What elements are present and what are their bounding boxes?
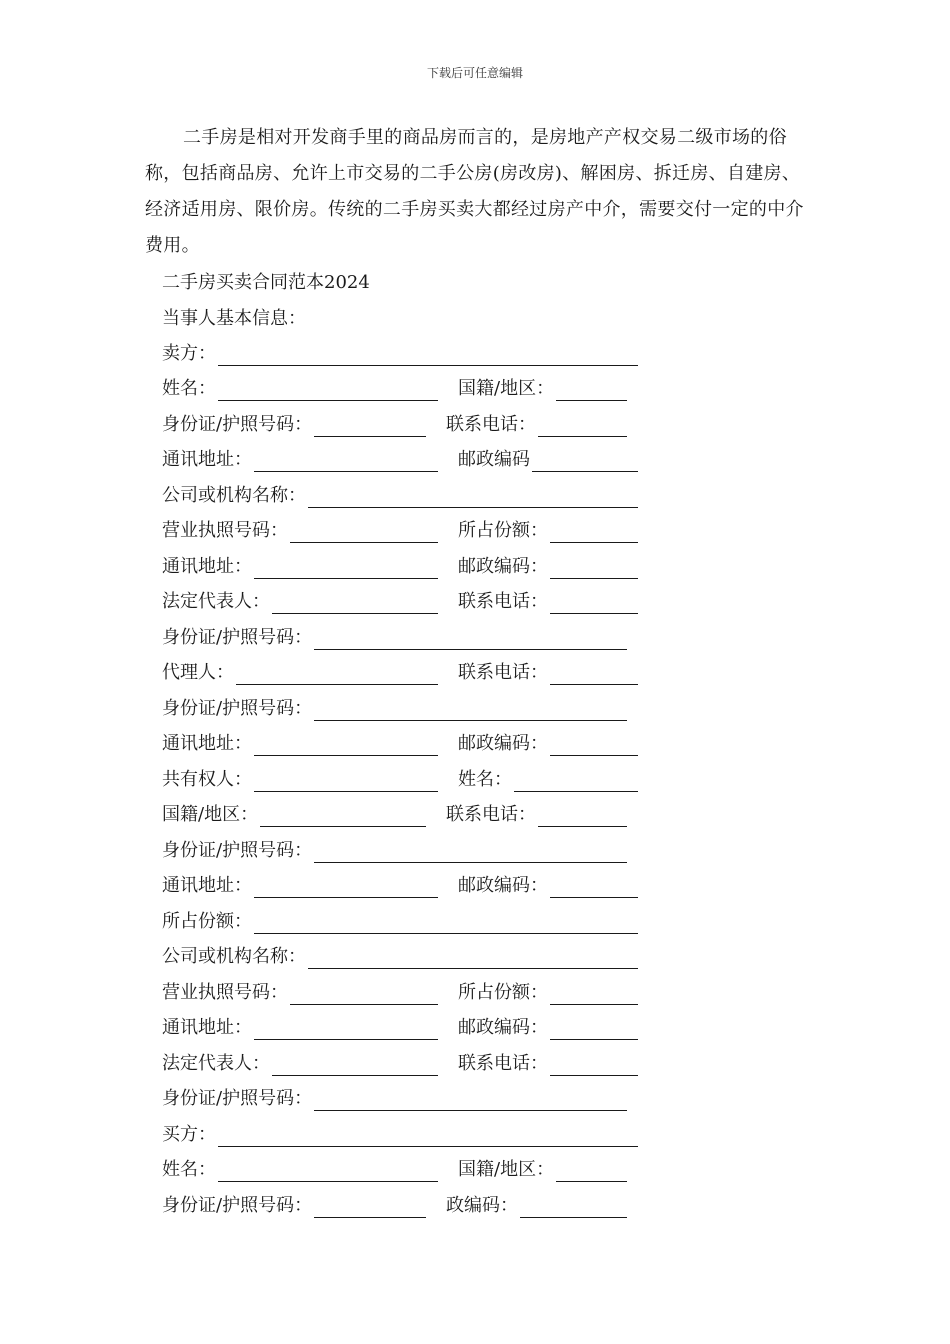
field-label: 通讯地址： [162, 556, 252, 577]
form-field-row [446, 803, 627, 827]
field-label: 联系电话： [458, 662, 548, 683]
fill-in-blank[interactable] [314, 1199, 426, 1218]
form-field-row [162, 448, 438, 472]
field-label: 买方： [162, 1124, 216, 1145]
fill-in-blank[interactable] [556, 1163, 627, 1182]
fill-in-blank[interactable] [290, 524, 438, 543]
form-field-row [162, 732, 438, 756]
field-label: 邮政编码： [458, 875, 548, 896]
form-field-row [162, 1052, 438, 1076]
field-label: 身份证/护照号码： [162, 840, 313, 861]
field-label: 身份证/护照号码： [162, 414, 313, 435]
contract-title: 二手房买卖合同范本2024 [162, 272, 370, 293]
fill-in-blank[interactable] [254, 915, 638, 934]
fill-in-blank[interactable] [538, 418, 627, 437]
field-label: 所占份额： [458, 520, 548, 541]
form-field-row [446, 1194, 627, 1218]
fill-in-blank[interactable] [550, 1057, 638, 1076]
form-field-row [162, 874, 438, 898]
field-label: 公司或机构名称： [162, 946, 306, 967]
field-label: 身份证/护照号码： [162, 1195, 313, 1216]
field-label: 卖方： [162, 343, 216, 364]
form-field-row [458, 981, 638, 1005]
fill-in-blank[interactable] [550, 666, 638, 685]
field-label: 所占份额： [162, 911, 252, 932]
form-field-row [162, 768, 438, 792]
form-field-row [162, 945, 638, 969]
form-field-row [162, 1016, 438, 1040]
form-field-row [162, 626, 627, 650]
field-label: 通讯地址： [162, 449, 252, 470]
form-field-row [458, 519, 638, 543]
form-field-row [162, 377, 438, 401]
fill-in-blank[interactable] [218, 1128, 638, 1147]
form-field-row [458, 448, 638, 472]
field-label: 营业执照号码： [162, 520, 288, 541]
field-label: 邮政编码： [458, 733, 548, 754]
fill-in-blank[interactable] [532, 453, 638, 472]
form-field-row [162, 697, 627, 721]
field-label: 邮政编码 [458, 449, 530, 470]
form-field-row [458, 768, 638, 792]
field-label: 身份证/护照号码： [162, 1088, 313, 1109]
fill-in-blank[interactable] [314, 418, 426, 437]
fill-in-blank[interactable] [520, 1199, 627, 1218]
fill-in-blank[interactable] [314, 702, 627, 721]
field-label: 法定代表人： [162, 1053, 270, 1074]
field-label: 姓名： [458, 769, 512, 790]
fill-in-blank[interactable] [550, 986, 638, 1005]
intro-paragraph: 二手房是相对开发商手里的商品房而言的，是房地产产权交易二级市场的俗称，包括商品房、允许上市交易的二手公房(房改房)、解困房、拆迁房、自建房、经济适用房、限价房。传统的二手房买卖大都经过房产中介，需要交付一定的中介费用。 [145, 127, 804, 256]
form-field-row [162, 342, 638, 366]
fill-in-blank[interactable] [314, 1092, 627, 1111]
field-label: 代理人： [162, 662, 234, 683]
field-label: 公司或机构名称： [162, 485, 306, 506]
form-field-row [162, 1194, 426, 1218]
field-label: 所占份额： [458, 982, 548, 1003]
form-field-row [458, 590, 638, 614]
form-field-row [162, 661, 438, 685]
page-header: 下载后可任意编辑 [426, 66, 523, 80]
fill-in-blank[interactable] [538, 808, 627, 827]
field-label: 身份证/护照号码： [162, 698, 313, 719]
form-field-row [162, 1158, 438, 1182]
form-field-row [446, 413, 627, 437]
field-label: 邮政编码： [458, 1017, 548, 1038]
field-label: 联系电话： [458, 591, 548, 612]
fill-in-blank[interactable] [308, 950, 638, 969]
fill-in-blank[interactable] [514, 773, 638, 792]
field-label: 通讯地址： [162, 875, 252, 896]
field-label: 国籍/地区： [162, 804, 259, 825]
fill-in-blank[interactable] [218, 382, 438, 401]
field-label: 通讯地址： [162, 1017, 252, 1038]
fill-in-blank[interactable] [550, 737, 638, 756]
form-field-row [162, 803, 426, 827]
field-label: 邮政编码： [458, 556, 548, 577]
field-label: 联系电话： [446, 804, 536, 825]
field-label: 姓名： [162, 1159, 216, 1180]
fill-in-blank[interactable] [236, 666, 438, 685]
form-field-row [458, 1052, 638, 1076]
form-field-row [458, 874, 638, 898]
fill-in-blank[interactable] [308, 489, 638, 508]
field-label: 通讯地址： [162, 733, 252, 754]
field-label: 姓名： [162, 378, 216, 399]
fill-in-blank[interactable] [254, 773, 438, 792]
fill-in-blank[interactable] [254, 879, 438, 898]
fill-in-blank[interactable] [254, 1021, 438, 1040]
field-label: 营业执照号码： [162, 982, 288, 1003]
form-field-row [458, 377, 627, 401]
fill-in-blank[interactable] [260, 808, 426, 827]
form-field-row [162, 590, 438, 614]
form-field-row [162, 910, 638, 934]
fill-in-blank[interactable] [550, 524, 638, 543]
form-field-row [458, 1016, 638, 1040]
fill-in-blank[interactable] [254, 737, 438, 756]
fill-in-blank[interactable] [550, 560, 638, 579]
form-field-row [458, 555, 638, 579]
fill-in-blank[interactable] [272, 595, 438, 614]
fill-in-blank[interactable] [550, 1021, 638, 1040]
form-field-row [162, 1087, 627, 1111]
form-field-row [458, 1158, 627, 1182]
fill-in-blank[interactable] [556, 382, 627, 401]
form-field-row [458, 661, 638, 685]
field-label: 共有权人： [162, 769, 252, 790]
fill-in-blank[interactable] [314, 631, 627, 650]
field-label: 法定代表人： [162, 591, 270, 612]
form-field-row [162, 484, 638, 508]
form-field-row [162, 1123, 638, 1147]
field-label: 国籍/地区： [458, 378, 555, 399]
form-field-row [162, 555, 438, 579]
field-label: 联系电话： [446, 414, 536, 435]
form-field-row [162, 519, 438, 543]
form-field-row [162, 413, 426, 437]
section-subtitle: 当事人基本信息： [162, 308, 306, 329]
fill-in-blank[interactable] [550, 595, 638, 614]
form-field-row [162, 981, 438, 1005]
form-field-row [458, 732, 638, 756]
form-field-row [162, 839, 627, 863]
fill-in-blank[interactable] [218, 1163, 438, 1182]
field-label: 联系电话： [458, 1053, 548, 1074]
fill-in-blank[interactable] [290, 986, 438, 1005]
field-label: 身份证/护照号码： [162, 627, 313, 648]
fill-in-blank[interactable] [254, 560, 438, 579]
field-label: 国籍/地区： [458, 1159, 555, 1180]
fill-in-blank[interactable] [314, 844, 627, 863]
fill-in-blank[interactable] [550, 879, 638, 898]
fill-in-blank[interactable] [272, 1057, 438, 1076]
field-label: 政编码： [446, 1195, 518, 1216]
fill-in-blank[interactable] [218, 347, 638, 366]
fill-in-blank[interactable] [254, 453, 438, 472]
